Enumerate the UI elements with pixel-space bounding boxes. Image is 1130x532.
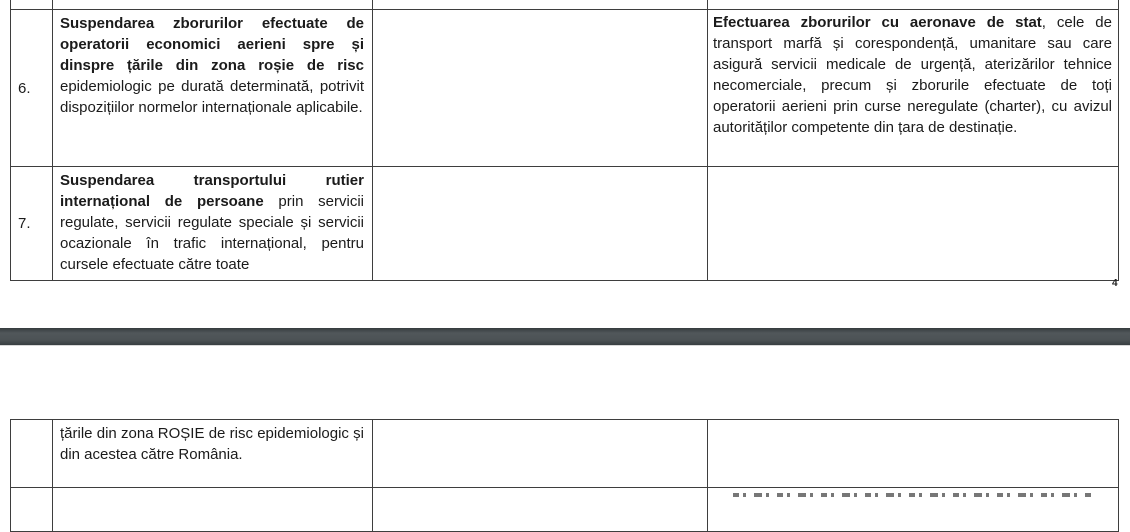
table-row-partial-bottom [11, 488, 1119, 532]
cell-middle-6 [373, 10, 708, 167]
table-row-7-continued [11, 420, 1119, 488]
row-number: 7. [11, 167, 53, 281]
cell-exception-6 [708, 10, 1119, 167]
exception-6-text: , cele de transport marfă și corespondență, umanitare sau care asigură servicii medicale de urgență, aterizărilor tehnice necomerciale, precum și zborurile efectuate de toți operatorii aerieni prin curse neregulate (charter), cu avizul autorităților competente din țara de destinație. [713, 14, 1112, 136]
cell-middle-7 [373, 167, 708, 281]
measure-7-text: prin servicii regulate, servicii regulate speciale și servicii ocazionale în trafic internațional, pentru cursele efectuate către toate [60, 193, 365, 273]
cell-measure-partial [53, 0, 373, 10]
table-row-partial-top [11, 0, 1119, 10]
cell-measure-7 [53, 167, 373, 281]
row-number: 6. [11, 10, 53, 167]
cell-exception-partial [708, 0, 1119, 10]
measure-6-text: epidemiologic pe durată determinată, potrivit dispozițiilor normelor internaționale aplicabile. [60, 78, 364, 116]
cell-exception-7 [708, 167, 1119, 281]
cell-exception-partial [708, 488, 1119, 532]
cell-number-partial [11, 488, 53, 532]
cell-exception-continued [708, 420, 1119, 488]
cell-number-partial [11, 0, 53, 10]
cell-measure-continued [53, 420, 373, 488]
cell-middle-partial [373, 0, 708, 10]
measure-continued-text: țările din zona ROȘIE de risc epidemiologic și din acestea către România. [60, 425, 364, 463]
row-number-empty [11, 420, 53, 488]
cell-measure-partial [53, 488, 373, 532]
measure-6-bold-text: Suspendarea zborurilor efectuate de operatorii economici aerieni spre și dinspre țările din zona roșie de risc [60, 15, 364, 74]
measure-7-bold-text: Suspendarea transportului rutier internațional de persoane [60, 172, 364, 210]
page-number: 4 [1112, 278, 1118, 289]
cell-middle-continued [373, 420, 708, 488]
cell-measure-6 [53, 10, 373, 167]
exception-6-bold-text: Efectuarea zborurilor cu aeronave de stat [713, 14, 1042, 31]
table-row-7 [11, 167, 1119, 281]
page-break-bar [0, 328, 1130, 346]
measures-table-page5 [10, 419, 1119, 532]
measures-table-page4 [10, 0, 1119, 281]
clipped-text-tops [733, 493, 1091, 497]
table-row-6 [11, 10, 1119, 167]
cell-middle-partial [373, 488, 708, 532]
